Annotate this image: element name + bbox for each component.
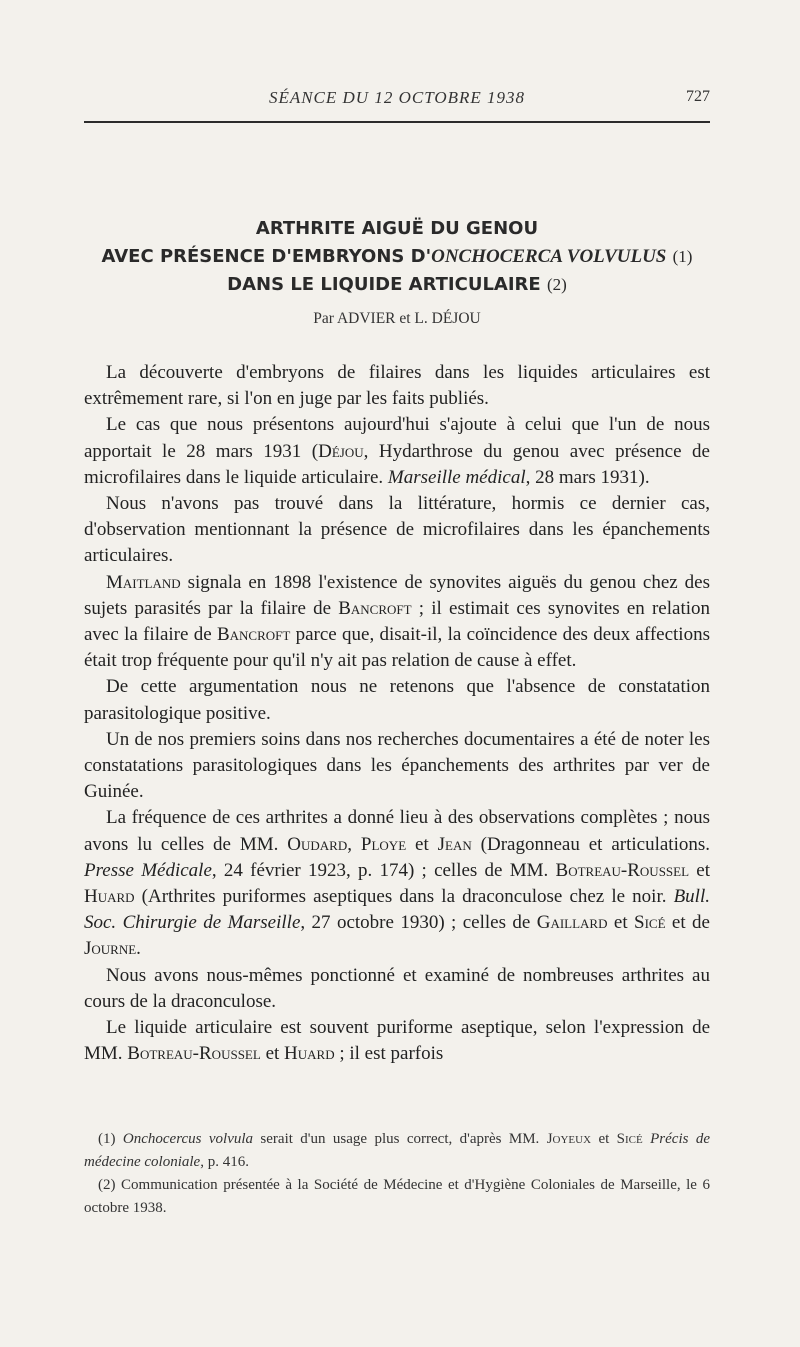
author-name: Oudard bbox=[287, 833, 348, 855]
text: serait d'un usage plus correct, d'après MM. bbox=[253, 1131, 547, 1147]
journal-title: Marseille médical bbox=[387, 466, 526, 488]
paragraph: De cette argumentation nous ne retenons que l'absence de constatation parasitologique positive. bbox=[84, 676, 710, 724]
author-name: Sicé bbox=[616, 1131, 643, 1147]
text: La fréquence de ces arthrites a donné lieu à des observations complètes ; nous avons lu celles de MM. bbox=[84, 807, 710, 855]
text: ; il est parfois bbox=[334, 1043, 444, 1065]
book-title: Précis de médecine coloniale bbox=[84, 1131, 711, 1170]
text: Le liquide articulaire est souvent puriforme aseptique, selon l'expression de MM. bbox=[84, 1017, 710, 1065]
paragraph bbox=[84, 412, 710, 491]
footnote-1 bbox=[84, 1128, 710, 1174]
article-body bbox=[84, 360, 710, 1067]
author-name: Bancroft bbox=[216, 624, 291, 646]
footnote-ref-1: (1) bbox=[672, 247, 693, 266]
text: (Dragonneau et articulations. bbox=[471, 833, 710, 855]
text: signala en 1898 l'existence de synovites aiguës du genou chez des sujets parasités par la filaire de bbox=[84, 571, 710, 619]
authors-line: Par ADVIER et L. DÉJOU bbox=[313, 310, 481, 327]
title-line-2 bbox=[84, 243, 710, 271]
text: Le cas que nous présentons aujourd'hui s'ajoute à celui que l'un de nous apportait le 28 mars 1931 ( bbox=[84, 414, 710, 462]
text: , 27 octobre 1930) ; celles de bbox=[300, 912, 537, 934]
page-number: 727 bbox=[686, 88, 710, 105]
text: et bbox=[406, 833, 438, 855]
author-name: Maitland bbox=[106, 571, 181, 593]
footnotes bbox=[84, 1128, 710, 1220]
title-line-3-text: DANS LE LIQUIDE ARTICULAIRE bbox=[227, 274, 541, 295]
paragraph: Nous avons nous-mêmes ponctionné et examiné de nombreuses arthrites au cours de la draconculose. bbox=[84, 964, 710, 1012]
journal-title: Presse Médicale bbox=[84, 859, 212, 881]
text: et de bbox=[665, 912, 710, 934]
author-name: Huard bbox=[284, 1043, 335, 1065]
author-name: Huard bbox=[84, 886, 135, 908]
text: , 24 février 1923, p. 174) ; celles de MM. bbox=[211, 859, 556, 881]
author-name: Botreau-Roussel bbox=[555, 859, 690, 881]
paragraph: Un de nos premiers soins dans nos recherches documentaires a été de noter les constatations parasitologiques dans les épanchements des arthrites par ver de Guinée. bbox=[84, 728, 710, 803]
author-name: Bancroft bbox=[338, 597, 412, 619]
title-line-2-text: AVEC PRÉSENCE D'EMBRYONS D' bbox=[101, 246, 432, 267]
author-name: Sicé bbox=[634, 912, 666, 934]
author-name: Botreau-Roussel bbox=[127, 1043, 261, 1065]
text: , 28 mars 1931). bbox=[525, 466, 650, 488]
paragraph bbox=[84, 570, 710, 675]
text: , bbox=[347, 833, 361, 855]
title-line-1: ARTHRITE AIGUË DU GENOU bbox=[255, 218, 539, 239]
article-title bbox=[84, 215, 710, 299]
author-name: Gaillard bbox=[536, 912, 608, 934]
paragraph: La découverte d'embryons de filaires dans les liquides articulaires est extrêmement rare, si l'on en juge par les faits publiés. bbox=[84, 362, 710, 410]
text: et bbox=[607, 912, 635, 934]
header-rule bbox=[84, 121, 710, 123]
running-head: SÉANCE DU 12 OCTOBRE 1938 bbox=[268, 88, 526, 107]
text: et bbox=[689, 859, 711, 881]
paragraph bbox=[84, 1015, 710, 1067]
journal-title: Bull. Soc. Chirurgie de Marseille bbox=[84, 886, 710, 934]
text: (Arthrites puriformes aseptiques dans la draconculose chez le noir. bbox=[134, 886, 674, 908]
page-header bbox=[84, 88, 710, 116]
footnote-ref-2: (2) bbox=[546, 275, 567, 294]
text: . bbox=[136, 938, 141, 960]
author-name: Joyeux bbox=[546, 1131, 592, 1147]
author-name: Jean bbox=[437, 833, 472, 855]
text: et bbox=[260, 1043, 285, 1065]
text: parce que, disait-il, la coïncidence des deux affections était trop fréquente pour qu'il n'y ait pas relation de cause à effet. bbox=[84, 624, 710, 672]
footnote-mark: (1) bbox=[98, 1131, 123, 1147]
text: , Hydarthrose du genou avec présence de microfilaires dans le liquide articulaire. bbox=[84, 440, 710, 488]
title-line-3 bbox=[84, 271, 710, 299]
author-name: Journe bbox=[84, 938, 137, 960]
text: et bbox=[591, 1131, 617, 1147]
title-species: ONCHOCERCA VOLVULUS bbox=[431, 246, 667, 267]
text: , p. 416. bbox=[200, 1154, 249, 1170]
text: ; il estimait ces synovites en relation avec la filaire de bbox=[84, 597, 710, 646]
paragraph bbox=[84, 805, 710, 962]
author-name: Déjou bbox=[318, 440, 364, 462]
paragraph: Nous n'avons pas trouvé dans la littérature, hormis ce dernier cas, d'observation mentionnant la présence de microfilaires dans les épanchements articulaires. bbox=[84, 493, 710, 567]
footnote-2: (2) Communication présentée à la Société de Médecine et d'Hygiène Coloniales de Marseille, le 6 octobre 1938. bbox=[84, 1177, 710, 1216]
author-name: Ploye bbox=[360, 833, 407, 855]
species-name: Onchocercus volvula bbox=[122, 1131, 254, 1147]
